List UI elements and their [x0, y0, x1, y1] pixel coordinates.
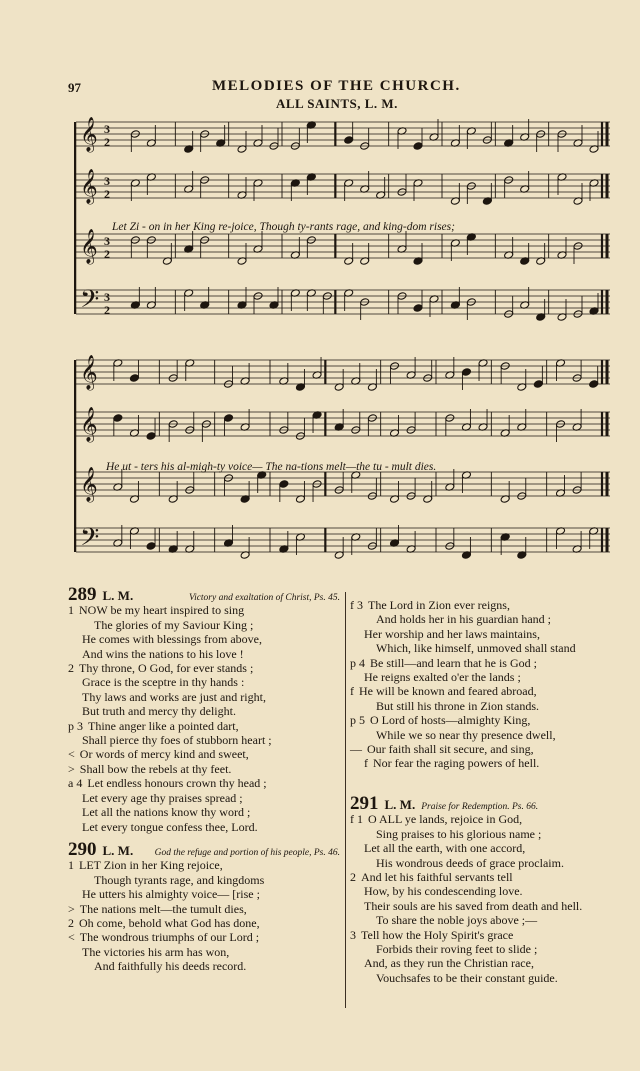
- verse-text: He utters his almighty voice— [rise ;: [82, 887, 260, 902]
- verse-line: [350, 899, 612, 913]
- note-head: [461, 368, 471, 377]
- hymn-289: [68, 584, 340, 834]
- verse-text: Shall pierce thy foes of stubborn heart ;: [82, 733, 272, 748]
- verse-text: Oh come, behold what God has done,: [79, 915, 260, 930]
- verse-text: To share the noble joys above ;—: [376, 913, 538, 928]
- verse-line: [350, 627, 612, 641]
- verse-text: O Lord of hosts—almighty King,: [370, 713, 531, 728]
- verse-mark: f 1: [350, 812, 363, 827]
- verse-line: [350, 942, 612, 956]
- verse-line: [350, 870, 612, 884]
- note-head: [589, 380, 599, 389]
- verse-line: [68, 632, 340, 646]
- verse-text: Forbids their roving feet to slide ;: [376, 941, 538, 956]
- verse-text: He will be known and feared abroad,: [359, 684, 537, 699]
- time-signature: 3: [104, 122, 110, 136]
- verse-text: And faithfully his deeds record.: [94, 959, 247, 974]
- verse-text: And, as they run the Christian race,: [364, 956, 534, 971]
- verse-mark: f: [350, 684, 354, 699]
- verse-text: Sing praises to his glorious name ;: [376, 826, 542, 841]
- verse-line: [68, 887, 340, 901]
- note-head: [413, 304, 423, 313]
- page-number: 97: [68, 80, 81, 95]
- hymn-291: [350, 792, 612, 985]
- verse-line: [68, 873, 340, 887]
- bass-clef-icon: 𝄢: [80, 285, 100, 320]
- verse-line: [68, 661, 340, 675]
- verse-line: [350, 670, 612, 684]
- verse-line: [68, 930, 340, 944]
- verse-mark: —: [350, 742, 362, 757]
- verse-text: The nations melt—the tumult dies,: [79, 901, 247, 916]
- verse-line: [68, 704, 340, 718]
- verse-mark: 1: [68, 603, 74, 618]
- verse-line: [350, 884, 612, 898]
- verse-text: The glories of my Saviour King ;: [94, 617, 254, 632]
- note-head: [129, 374, 139, 383]
- verse-line: [68, 776, 340, 790]
- lyrics-line-1: Let Zi - on in her King re-joice, Though ty-rants rage, and king-dom rises;: [112, 221, 455, 233]
- hymn-meter: L. M.: [102, 842, 134, 858]
- verse-mark: <: [68, 930, 75, 945]
- time-signature: 3: [104, 174, 110, 188]
- verse-line: [350, 812, 612, 826]
- verse-text: The wondrous triumphs of our Lord ;: [79, 930, 260, 945]
- verse-text: And wins the nations to his love !: [82, 646, 244, 661]
- verse-line: [68, 820, 340, 834]
- verse-line: [68, 603, 340, 617]
- verse-text: He comes with blessings from above,: [82, 632, 262, 647]
- verse-line: [350, 827, 612, 841]
- verse-line: [68, 902, 340, 916]
- verse-line: [68, 805, 340, 819]
- verse-text: Thine anger like a pointed dart,: [88, 718, 239, 733]
- verse-text: Our faith shall sit secure, and sing,: [367, 742, 534, 757]
- hymn-number: 289: [68, 584, 97, 605]
- verse-text: Though tyrants rage, and kingdoms: [94, 872, 265, 887]
- verse-text: Which, like himself, unmoved shall stand: [376, 641, 576, 656]
- verse-mark: 2: [68, 661, 74, 676]
- verse-mark: <: [68, 747, 75, 762]
- time-signature: 3: [104, 290, 110, 304]
- note-head: [113, 414, 123, 423]
- verse-text: Thy laws and works are just and right,: [82, 689, 266, 704]
- time-signature: 2: [104, 247, 110, 261]
- verse-line: [68, 945, 340, 959]
- verse-mark: >: [68, 901, 75, 916]
- verse-text: Her worship and her laws maintains,: [364, 626, 540, 641]
- verse-line: [350, 742, 612, 756]
- verse-text: Thy throne, O God, for ever stands ;: [79, 661, 254, 676]
- hymn-number: 291: [350, 792, 379, 814]
- verse-text: Be still—and learn that he is God ;: [370, 655, 537, 670]
- verse-text: The victories his arm has won,: [82, 944, 230, 959]
- verse-line: [68, 719, 340, 733]
- note-head: [146, 432, 156, 441]
- verse-line: [68, 618, 340, 632]
- verse-mark: p 3: [68, 718, 83, 733]
- note-head: [413, 142, 423, 151]
- hymn-subtitle: Praise for Redemption. Ps. 66.: [421, 801, 539, 812]
- verse-line: [350, 756, 612, 770]
- verse-text: Shall bow the rebels at thy feet.: [79, 761, 232, 776]
- hymn-subtitle: God the refuge and portion of his people, Ps. 46.: [154, 847, 340, 858]
- hymn-meter: L. M.: [102, 588, 134, 603]
- verse-line: [68, 762, 340, 776]
- verse-mark: 3: [350, 927, 356, 942]
- treble-clef-icon: 𝄞: [80, 169, 98, 204]
- hymn-subtitle: Victory and exaltation of Christ, Ps. 45.: [188, 593, 340, 603]
- column-divider: [345, 592, 346, 1008]
- verse-text: LET Zion in her King rejoice,: [79, 858, 223, 873]
- tune-title: ALL SAINTS, L. M.: [276, 96, 398, 111]
- verse-line: [350, 656, 612, 670]
- verse-line: [350, 713, 612, 727]
- treble-clef-icon: 𝄞: [80, 355, 98, 390]
- verse-text: Let every tongue confess thee, Lord.: [82, 819, 258, 834]
- verse-text: Nor fear the raging powers of hell.: [373, 756, 540, 771]
- verse-line: [68, 733, 340, 747]
- treble-clef-icon: 𝄞: [80, 407, 98, 442]
- verse-text: Or words of mercy kind and sweet,: [79, 747, 249, 762]
- verse-line: [350, 928, 612, 942]
- note-head: [279, 480, 289, 489]
- verse-mark: 1: [68, 858, 74, 873]
- verse-text: He reigns exalted o'er the lands ;: [364, 670, 521, 685]
- treble-clef-icon: 𝄞: [80, 229, 98, 264]
- hymn-number: 290: [68, 838, 97, 860]
- verse-mark: >: [68, 761, 75, 776]
- verse-mark: 2: [68, 915, 74, 930]
- verse-mark: p 5: [350, 713, 365, 728]
- verse-text: O ALL ye lands, rejoice in God,: [368, 812, 523, 827]
- running-title: MELODIES OF THE CHURCH.: [212, 78, 461, 94]
- verse-mark: a 4: [68, 776, 83, 791]
- verse-text: His wondrous deeds of grace proclaim.: [376, 855, 564, 870]
- verse-text: Vouchsafes to be their constant guide.: [376, 970, 558, 985]
- hymn-290: [68, 838, 340, 974]
- verse-text: Let all the earth, with one accord,: [364, 841, 526, 856]
- time-signature: 2: [104, 187, 110, 201]
- verse-mark: f 3: [350, 598, 363, 612]
- verse-text: The Lord in Zion ever reigns,: [368, 598, 510, 612]
- verse-text: But truth and mercy thy delight.: [82, 704, 236, 719]
- time-signature: 2: [104, 303, 110, 317]
- verse-text: Their souls are his saved from death and hell.: [364, 898, 583, 913]
- column-left: [68, 586, 340, 974]
- lyrics-line-2: He ut - ters his al-migh-ty voice— The na-tions melt—the tu - mult dies.: [106, 461, 437, 473]
- note-head: [344, 136, 354, 145]
- verse-line: [350, 699, 612, 713]
- hymn-meter: L. M.: [384, 796, 416, 812]
- time-signature: 3: [104, 234, 110, 248]
- verse-line: [68, 647, 340, 661]
- verse-line: [68, 858, 340, 872]
- note-head: [533, 380, 543, 389]
- treble-clef-icon: 𝄞: [80, 467, 98, 502]
- verse-mark: f: [364, 756, 368, 771]
- verse-text: Let endless honours crown thy head ;: [87, 776, 267, 791]
- column-right: [350, 598, 612, 985]
- verse-line: [350, 841, 612, 855]
- verse-text: NOW be my heart inspired to sing: [79, 603, 245, 618]
- verse-line: [350, 598, 612, 612]
- treble-clef-icon: 𝄞: [80, 117, 98, 152]
- verse-line: [68, 916, 340, 930]
- verse-text: Tell how the Holy Spirit's grace: [361, 927, 514, 942]
- time-signature: 2: [104, 135, 110, 149]
- verse-line: [68, 675, 340, 689]
- verse-line: [68, 959, 340, 973]
- verse-line: [350, 956, 612, 970]
- verse-line: [350, 641, 612, 655]
- note-head: [146, 542, 156, 551]
- note-head: [224, 414, 234, 423]
- verse-text: How, by his condescending love.: [364, 884, 523, 899]
- bass-clef-icon: 𝄢: [80, 523, 100, 558]
- verse-line: [350, 913, 612, 927]
- verse-line: [350, 971, 612, 985]
- verse-text: While we so near thy presence dwell,: [376, 727, 556, 742]
- verse-text: But still his throne in Zion stands.: [376, 698, 540, 713]
- music-score: [74, 116, 614, 576]
- verse-text: And let his faithful servants tell: [361, 869, 513, 884]
- verse-mark: p 4: [350, 655, 365, 670]
- verse-line: [68, 747, 340, 761]
- verse-text: And holds her in his guardian hand ;: [376, 612, 551, 627]
- verse-line: [68, 690, 340, 704]
- verse-text: Let all the nations know thy word ;: [82, 805, 251, 820]
- verse-mark: 2: [350, 869, 356, 884]
- verse-line: [68, 791, 340, 805]
- verse-text: Let every age thy praises spread ;: [82, 790, 243, 805]
- verse-line: [350, 728, 612, 742]
- verse-line: [350, 856, 612, 870]
- verse-line: [350, 684, 612, 698]
- verse-text: Grace is the sceptre in thy hands :: [82, 675, 245, 690]
- hymn-290-continued: [350, 598, 612, 771]
- verse-line: [350, 612, 612, 626]
